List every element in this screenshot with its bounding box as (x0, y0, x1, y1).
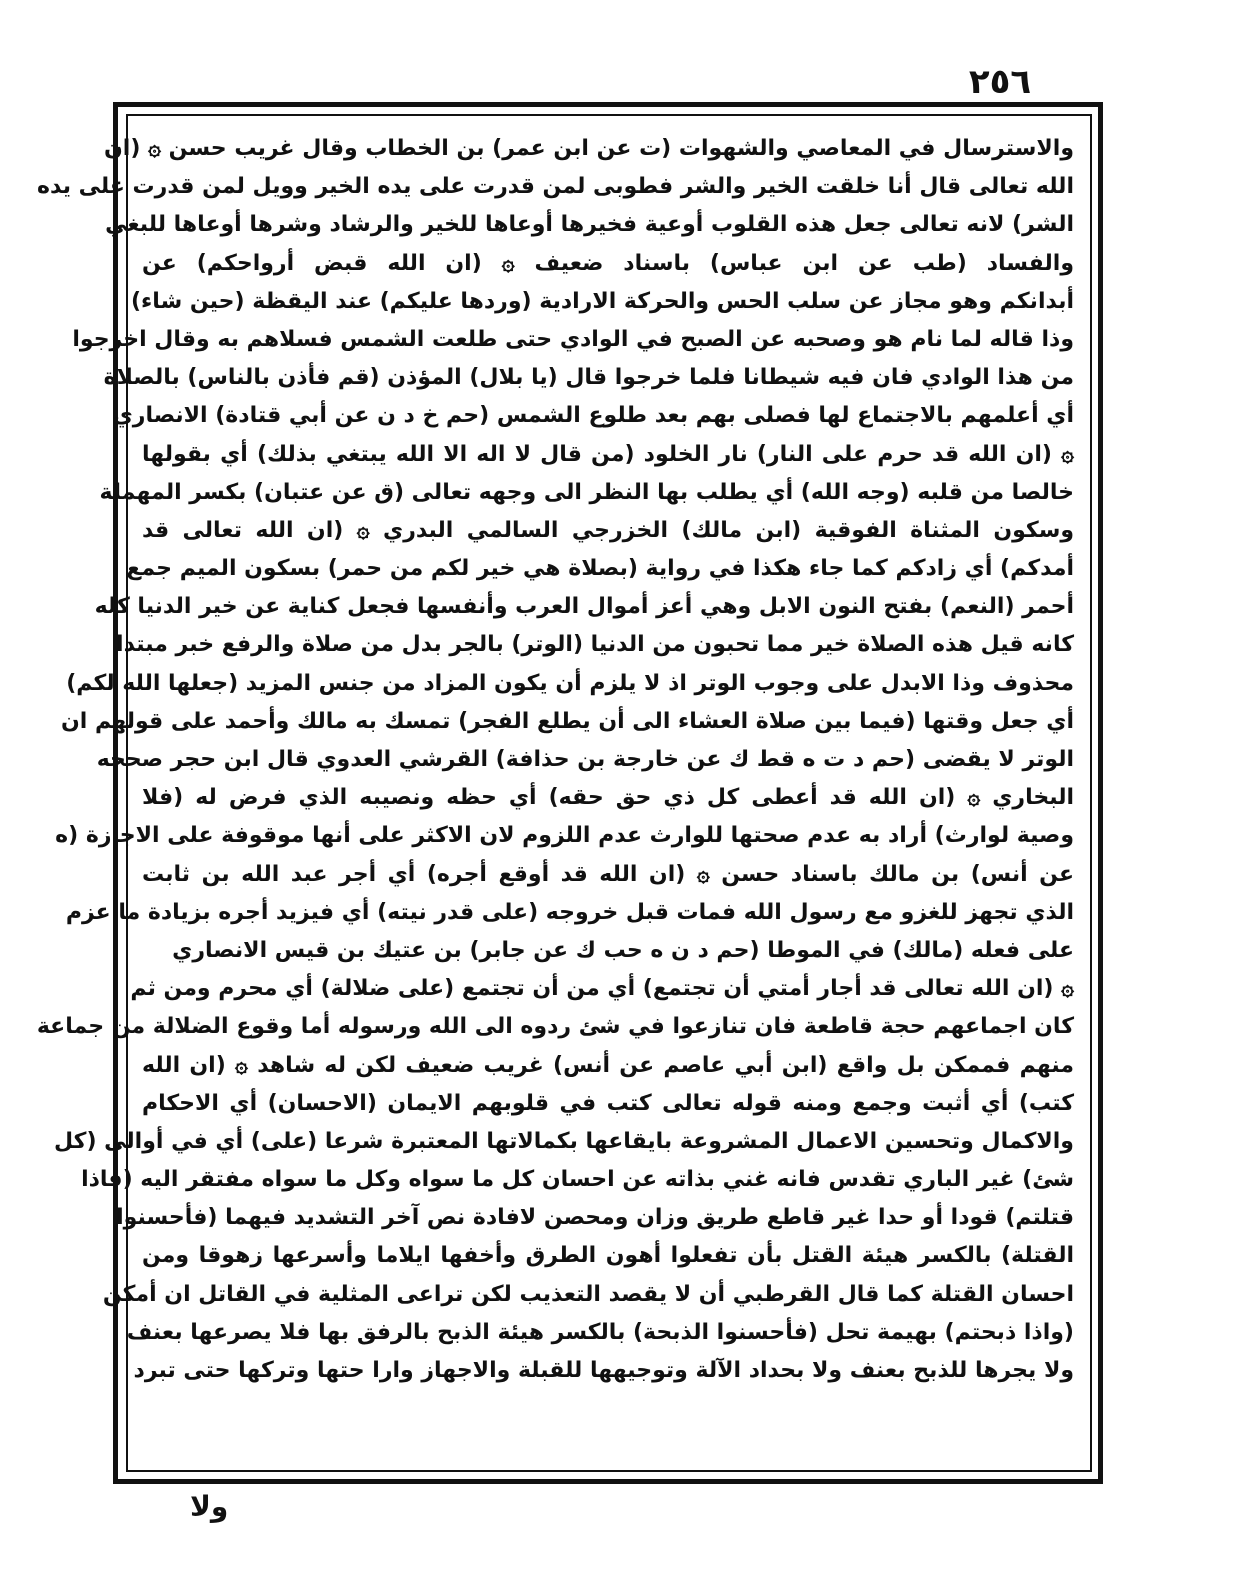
text-line: أي جعل وقتها (فيما بين صلاة العشاء الى أن يطلع الفجر) تمسك به مالك وأحمد على قولهم ان (61, 708, 1074, 734)
text-line: محذوف وذا الابدل على وجوب الوتر اذ لا يلزم أن يكون المزاد من جنس المزيد (جعلها الله لكم) (66, 670, 1074, 696)
commentary-text-block (36, 130, 1074, 1470)
page-number: ٢٥٦ (968, 62, 1032, 102)
text-line: احسان القتلة كما قال القرطبي أن لا يقصد التعذيب لكن تراعى المثلية في القاتل ان أمكن (102, 1281, 1074, 1307)
text-line: من هذا الوادي فان فيه شيطانا فلما خرجوا قال (يا بلال) المؤذن (قم فأذن بالناس) بالصلاة (103, 365, 1074, 391)
text-line: منهم فممكن بل واقع (ابن أبي عاصم عن أنس) غريب ضعيف لكن له شاهد ۞ (ان الله (142, 1052, 1074, 1078)
text-line: والاكمال وتحسين الاعمال المشروعة بايقاعها بكمالاتها المعتبرة شرعا (على) أي في أوالى (كل (54, 1128, 1074, 1154)
text-line: القتلة) بالكسر هيئة القتل بأن تفعلوا أهون الطرق وأخفها ايلاما وأسرعها زهوقا ومن (142, 1243, 1074, 1269)
text-line: قتلتم) قودا أو حدا غير قاطع طريق وزان ومحصن لافادة نص آخر التشديد فيهما (فأحسنوا (116, 1205, 1074, 1231)
text-line: وسكون المثناة الفوقية (ابن مالك) الخزرجي السالمي البدري ۞ (ان الله تعالى قد (142, 517, 1074, 543)
catchword: ولا (190, 1490, 229, 1523)
text-line: أحمر (النعم) بفتح النون الابل وهي أعز أموال العرب وأنفسها فجعل كناية عن خير الدنيا كله (94, 594, 1074, 620)
text-line: كان اجماعهم حجة قاطعة فان تنازعوا في شئ ردوه الى الله ورسوله أما وقوع الضلالة من جماعة (36, 1014, 1074, 1040)
text-line: والاسترسال في المعاصي والشهوات (ت عن ابن عمر) بن الخطاب وقال غريب حسن ۞ (ان (104, 136, 1074, 161)
text-line: الذي تجهز للغزو مع رسول الله فمات قبل خروجه (على قدر نيته) أي فيزيد أجره بزيادة ما عزم (65, 899, 1074, 925)
text-line: كتب) أي أثبت وجمع ومنه قوله تعالى كتب في قلوبهم الايمان (الاحسان) أي الاحكام (142, 1090, 1074, 1116)
text-line: ۞ (ان الله قد حرم على النار) نار الخلود (من قال لا اله الا الله يبتغي بذلك) أي بقولها (142, 441, 1074, 467)
text-line: كانه قيل هذه الصلاة خير مما تحبون من الدنيا (الوتر) بالجر بدل من صلاة والرفع خبر مبتدا (116, 632, 1074, 658)
text-line: وذا قاله لما نام هو وصحبه عن الصبح في الوادي حتى طلعت الشمس فسلاهم به وقال اخرجوا (72, 326, 1074, 352)
text-line: على فعله (مالك) في الموطا (حم د ن ه حب ك عن جابر) بن عتيك بن قيس الانصاري (172, 937, 1074, 963)
text-line: شئ) غير الباري تقدس فانه غني بذاته عن احسان كل ما سواه وكل ما سواه مفتقر اليه (فاذا (81, 1167, 1074, 1193)
text-line: أبدانكم وهو مجاز عن سلب الحس والحركة الارادية (وردها عليكم) عند اليقظة (حين شاء) (131, 288, 1074, 314)
text-line: الله تعالى قال أنا خلقت الخير والشر فطوبى لمن قدرت على يده الخير وويل لمن قدرت على يده (37, 174, 1074, 200)
text-line: الوتر لا يقضى (حم د ت ه قط ك عن خارجة بن حذافة) القرشي العدوي قال ابن حجر صححه (96, 747, 1074, 772)
text-line: وصية لوارث) أراد به عدم صحتها للوارث عدم اللزوم لان الاكثر على أنها موقوفة على الاجازة (ه (55, 823, 1074, 849)
text-line: البخاري ۞ (ان الله قد أعطى كل ذي حق حقه) أي حظه ونصيبه الذي فرض له (فلا (142, 785, 1074, 811)
text-line: ولا يجرها للذبح بعنف ولا بحداد الآلة وتوجيهها للقبلة والاجهاز وارا حتها وتركها حتى تبرد (133, 1358, 1074, 1383)
text-line: (واذا ذبحتم) بهيمة تحل (فأحسنوا الذبحة) بالكسر هيئة الذبح بالرفق بها فلا يصرعها بعنف (126, 1319, 1074, 1345)
text-line: خالصا من قلبه (وجه الله) أي يطلب بها النظر الى وجهه تعالى (ق عن عتبان) بكسر المهملة (99, 479, 1074, 505)
text-line: أمدكم) أي زادكم كما جاء هكذا في رواية (بصلاة هي خير لكم من حمر) بسكون الميم جمع (126, 556, 1074, 582)
text-line: ۞ (ان الله تعالى قد أجار أمتي أن تجتمع) أي من أن تجتمع (على ضلالة) أي محرم ومن ثم (130, 976, 1074, 1002)
text-line: أي أعلمهم بالاجتماع لها فصلى بهم بعد طلوع الشمس (حم خ د ن عن أبي قتادة) الانصاري (112, 403, 1074, 429)
text-line: والفساد (طب عن ابن عباس) باسناد ضعيف ۞ (ان الله قبض أرواحكم) عن (142, 250, 1074, 276)
text-line: عن أنس) بن مالك باسناد حسن ۞ (ان الله قد أوقع أجره) أي أجر عبد الله بن ثابت (142, 861, 1074, 887)
text-line: الشر) لانه تعالى جعل هذه القلوب أوعية فخيرها أوعاها للخير والرشاد وشرها أوعاها للبغي (105, 212, 1074, 238)
